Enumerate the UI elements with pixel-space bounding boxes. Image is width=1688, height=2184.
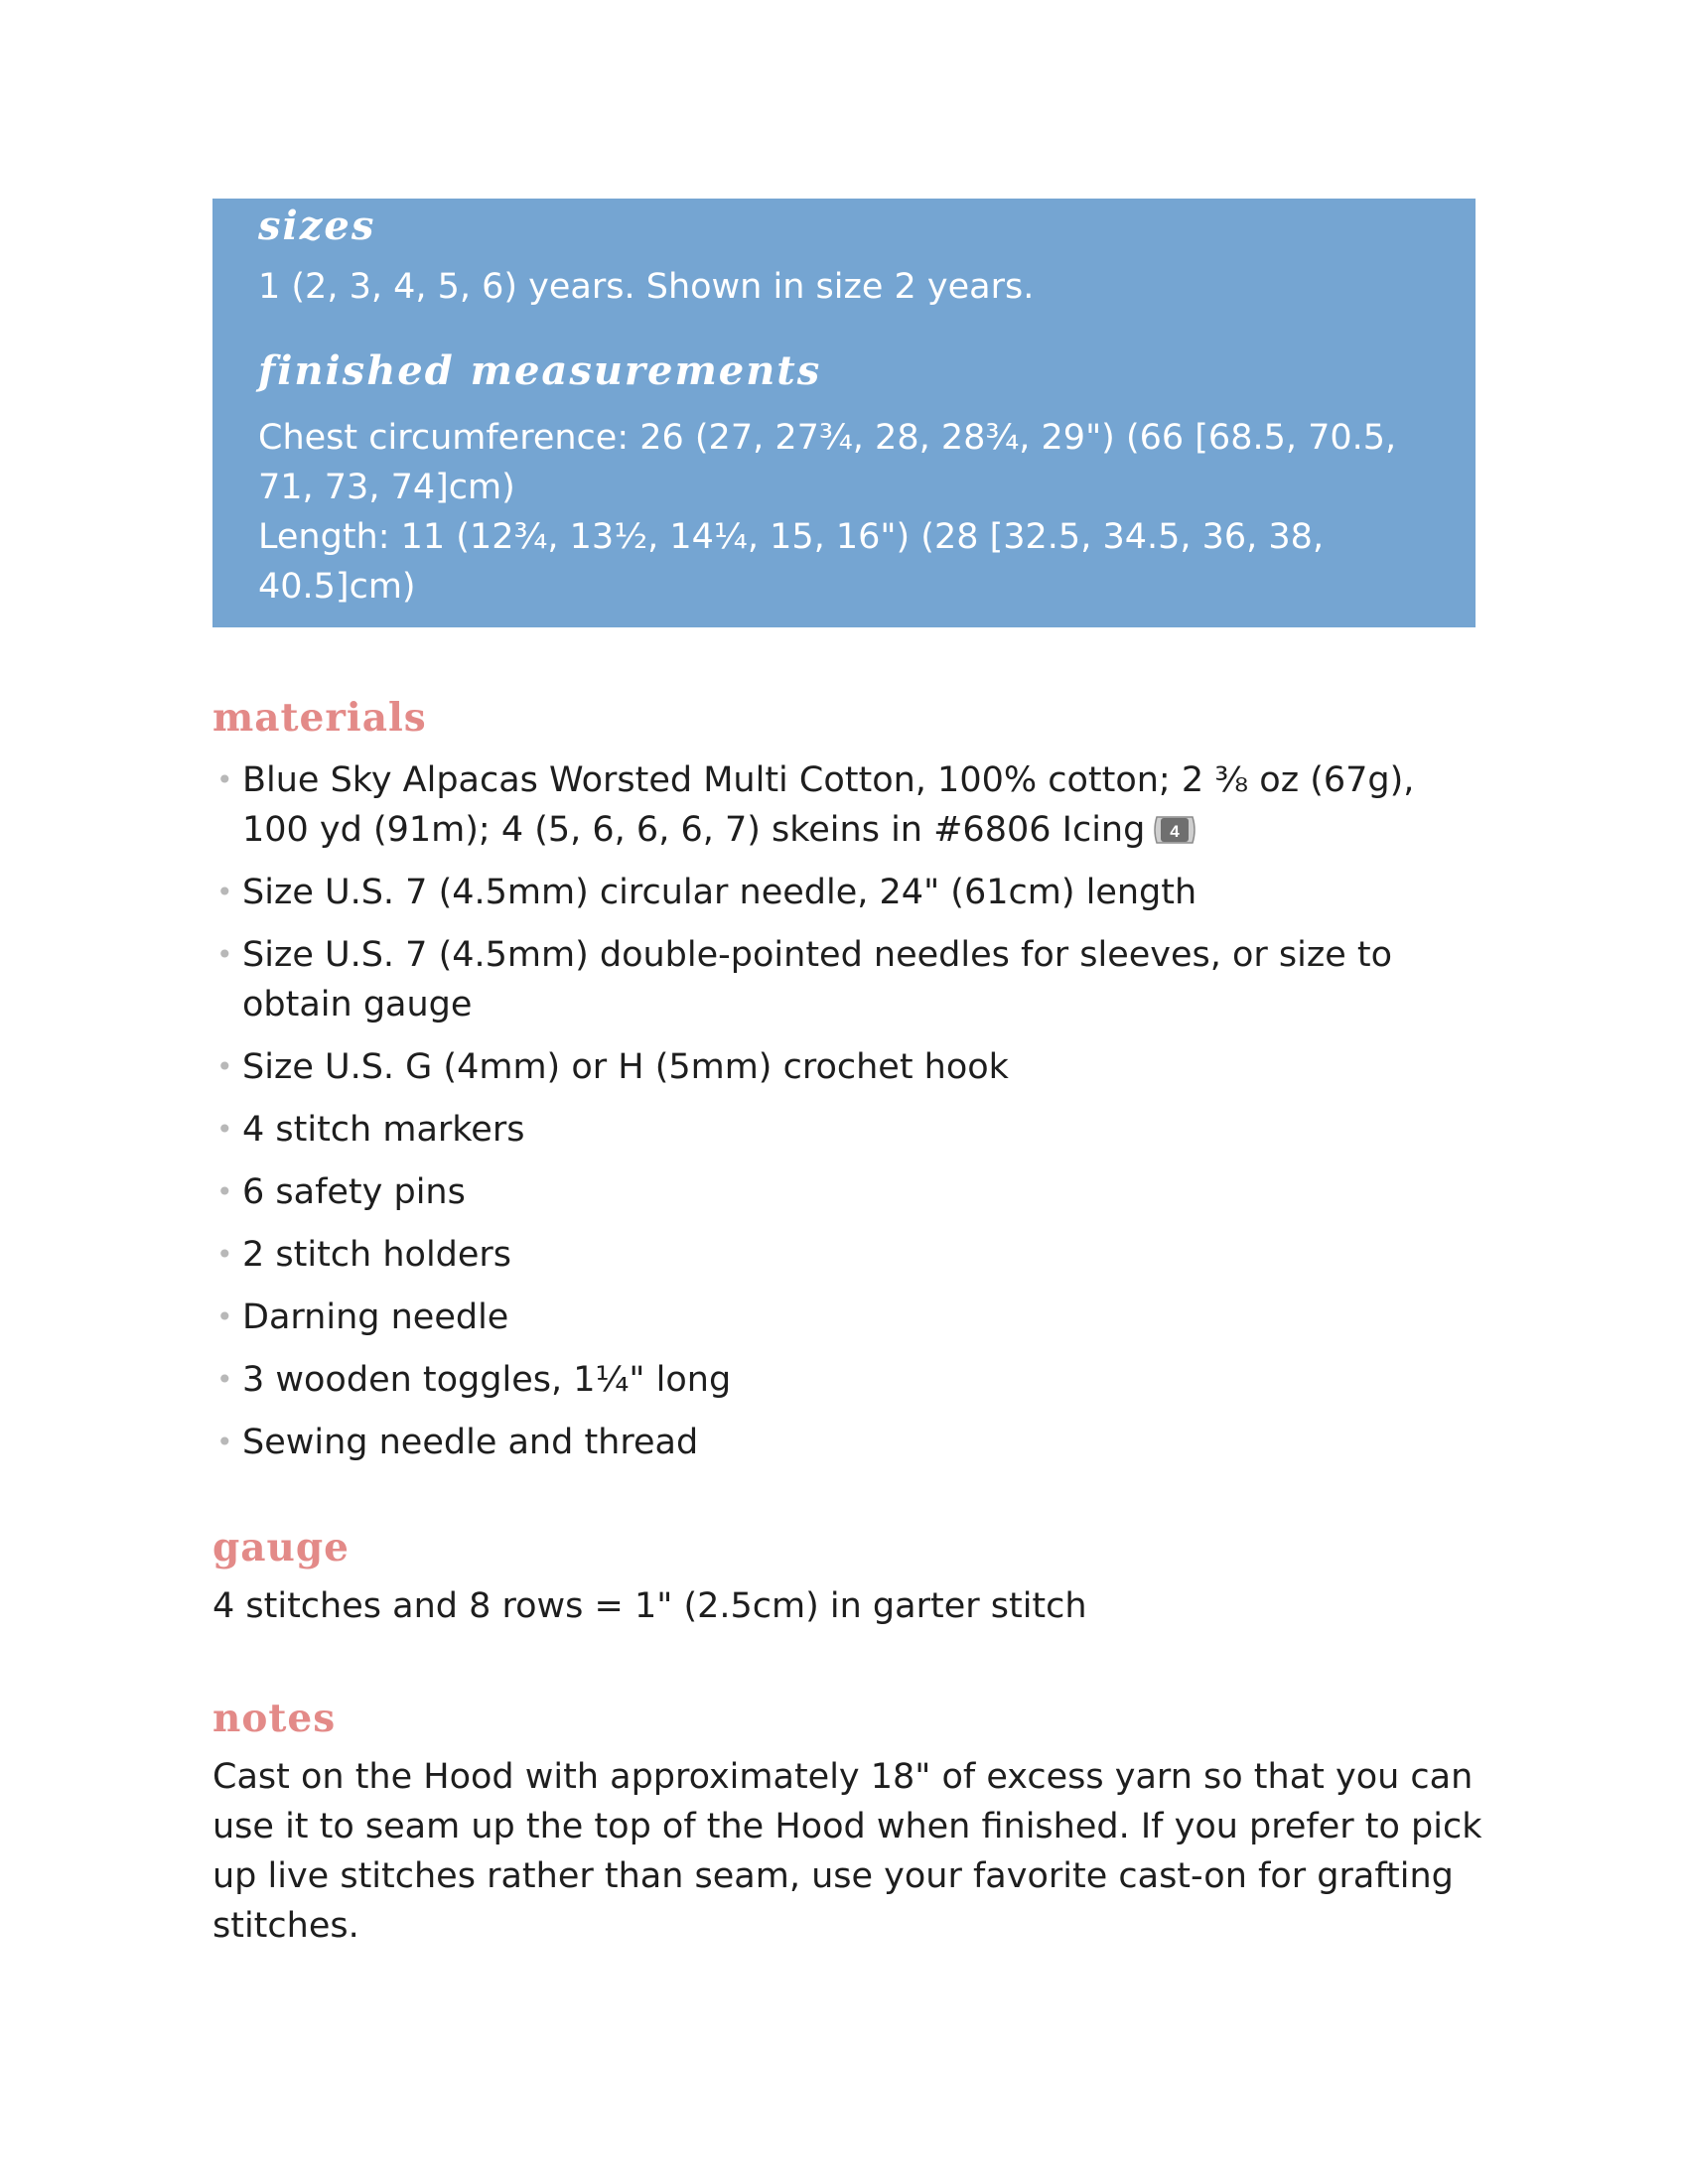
bullet-icon: • (216, 875, 233, 908)
bullet-icon: • (216, 1174, 233, 1208)
list-item (212, 1293, 1483, 1342)
list-item (212, 930, 1483, 1029)
list-item-text: Sewing needle and thread (242, 1422, 699, 1462)
list-item-text: 3 wooden toggles, 1¼" long (242, 1359, 732, 1400)
bullet-icon: • (216, 937, 233, 971)
materials-list (212, 755, 1483, 1467)
materials-section (212, 695, 1483, 1480)
list-item-text: Size U.S. 7 (4.5mm) double-pointed needles for sleeves, or size to obtain gauge (242, 934, 1393, 1024)
bullet-icon: • (216, 1112, 233, 1146)
list-item-text: Blue Sky Alpacas Worsted Multi Cotton, 100% cotton; 2 ⅜ oz (67g), 100 yd (91m); 4 (5, 6, 6, 6, 7) skeins in #6806 Icing (242, 759, 1415, 850)
bullet-icon: • (216, 762, 233, 796)
length-measurement: Length: 11 (12¾, 13½, 14¼, 15, 16") (28 [32.5, 34.5, 36, 38, 40.5]cm) (258, 517, 1325, 607)
measurements-heading: finished measurements (258, 347, 822, 394)
materials-heading: materials (212, 695, 427, 741)
gauge-heading: gauge (212, 1525, 350, 1570)
list-item (212, 1355, 1483, 1405)
list-item-text: 4 stitch markers (242, 1109, 525, 1150)
list-item (212, 1167, 1483, 1217)
list-item-text: 6 safety pins (242, 1171, 466, 1212)
list-item-text: Size U.S. 7 (4.5mm) circular needle, 24" (61cm) length (242, 872, 1197, 912)
notes-heading: notes (212, 1696, 337, 1741)
list-item (212, 868, 1483, 917)
list-item (212, 1042, 1483, 1092)
notes-section (212, 1696, 1483, 1951)
yarn-weight-4-icon (1151, 811, 1198, 845)
sizes-heading: sizes (258, 203, 376, 249)
list-item-text: 2 stitch holders (242, 1234, 512, 1275)
gauge-text: 4 stitches and 8 rows = 1" (2.5cm) in garter stitch (212, 1585, 1087, 1626)
yarn-weight-number: 4 (1170, 821, 1181, 841)
list-item (212, 1230, 1483, 1280)
list-item (212, 1418, 1483, 1467)
bullet-icon: • (216, 1049, 233, 1083)
specs-box (212, 199, 1476, 627)
bullet-icon: • (216, 1362, 233, 1396)
list-item-text: Darning needle (242, 1297, 509, 1337)
chest-measurement: Chest circumference: 26 (27, 27¾, 28, 28¾, 29") (66 [68.5, 70.5, 71, 73, 74]cm) (258, 418, 1397, 507)
notes-text: Cast on the Hood with approximately 18" of excess yarn so that you can use it to seam up the top of the Hood when finished. If you prefer to pick up live stitches rather than seam, use your favorite cast-on for grafting stitches. (212, 1756, 1482, 1946)
list-item (212, 1105, 1483, 1155)
list-item (212, 755, 1483, 855)
bullet-icon: • (216, 1299, 233, 1333)
sizes-text: 1 (2, 3, 4, 5, 6) years. Shown in size 2 years. (258, 267, 1035, 307)
bullet-icon: • (216, 1237, 233, 1271)
gauge-section (212, 1525, 1483, 1631)
bullet-icon: • (216, 1425, 233, 1458)
list-item-text: Size U.S. G (4mm) or H (5mm) crochet hook (242, 1046, 1009, 1087)
